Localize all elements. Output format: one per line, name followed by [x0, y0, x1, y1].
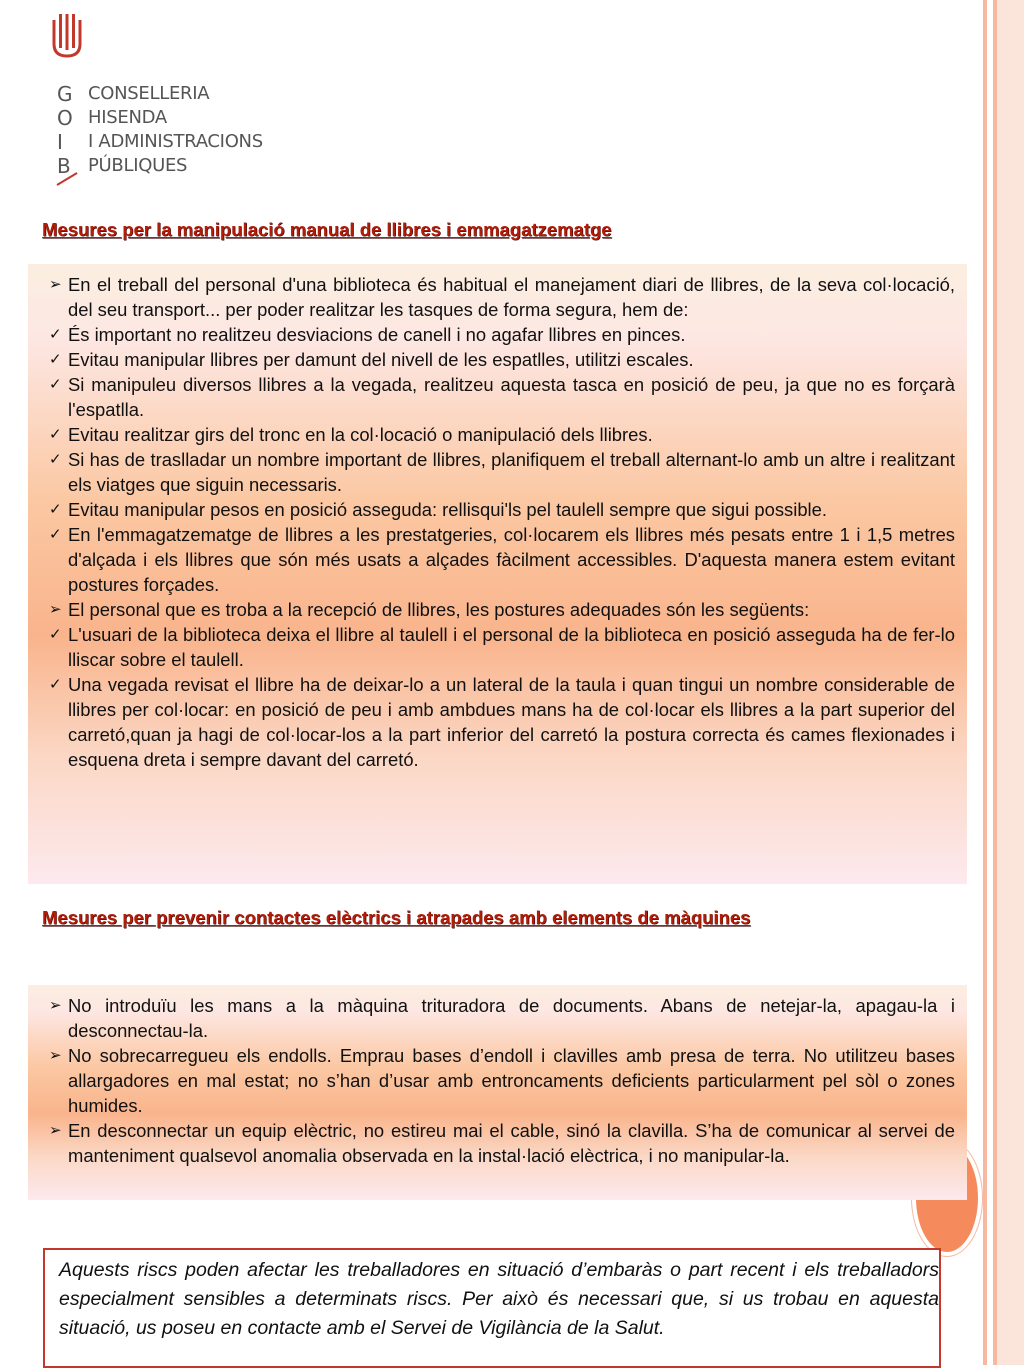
list-item-text: En l'emmagatzematge de llibres a les prestatgeries, col·locarem els llibres més pesats entre 1 i 1,5 metres d'alçada i els llibres que són més usats a alçades fàcilment accessibles. D'aquesta manera estem evitant postures forçades.: [68, 524, 955, 595]
list-item: [50, 372, 955, 422]
arrowhead-bullet-icon: ➢: [49, 601, 62, 618]
list-item-text: Evitau manipular llibres per damunt del nivell de les espatlles, utilitzi escales.: [68, 349, 694, 370]
checkmark-bullet-icon: ✓: [49, 376, 62, 393]
list-item-text: És important no realitzeu desviacions de canell i no agafar llibres en pinces.: [68, 324, 686, 345]
list-item-text: No introduïu les mans a la màquina trituradora de documents. Abans de netejar-la, apagau-la i desconnectau-la.: [68, 995, 955, 1041]
list-item-text: Evitau realitzar girs del tronc en la col·locació o manipulació dels llibres.: [68, 424, 653, 445]
logo-letter: I: [57, 130, 63, 154]
section-heading-manual-handling: Mesures per la manipulació manual de llibres i emmagatzematge: [42, 219, 612, 240]
electrical-panel: [28, 985, 967, 1200]
checkmark-bullet-icon: ✓: [49, 676, 62, 693]
department-line: I ADMINISTRACIONS: [88, 131, 263, 152]
checkmark-bullet-icon: ✓: [49, 451, 62, 468]
list-item-text: No sobrecarregueu els endolls. Emprau bases d’endoll i clavilles amb presa de terra. No utilitzeu bases allargadores en mal estat; no s’han d’usar amb entroncaments deficients particularment pel sòl o zones humides.: [68, 1045, 955, 1116]
arrowhead-bullet-icon: ➢: [49, 1122, 62, 1139]
checkmark-bullet-icon: ✓: [49, 351, 62, 368]
list-item-text: Si manipuleu diversos llibres a la vegada, realitzeu aquesta tasca en posició de peu, ja que no es forçarà l'espatlla.: [68, 374, 955, 420]
manual-handling-list: [50, 272, 955, 772]
checkmark-bullet-icon: ✓: [49, 501, 62, 518]
list-item-text: En desconnectar un equip elèctric, no estireu mai el cable, sinó la clavilla. S’ha de comunicar al servei de manteniment qualsevol anomalia observada en la instal·lació elèctrica, i no manipular-la.: [68, 1120, 955, 1166]
logo-letter: O: [57, 106, 73, 130]
list-item-text: Si has de traslladar un nombre important de llibres, planifiquem el treball alternant-lo amb un altre i realitzant els viatges que siguin necessaris.: [68, 449, 955, 495]
list-item: [50, 597, 955, 622]
list-item: [50, 622, 955, 672]
list-item: [50, 1118, 955, 1168]
arrowhead-bullet-icon: ➢: [49, 1047, 62, 1064]
right-decorative-frame: [978, 0, 1024, 1365]
list-item: [50, 993, 955, 1043]
department-name: [88, 82, 263, 178]
list-item-text: El personal que es troba a la recepció de llibres, les postures adequades són les següents:: [68, 599, 810, 620]
list-item: [50, 322, 955, 347]
department-line: PÚBLIQUES: [88, 155, 188, 176]
list-item: [50, 422, 955, 447]
manual-handling-panel: [28, 264, 967, 884]
section-heading-electrical: Mesures per prevenir contactes elèctrics i atrapades amb elements de màquines: [42, 907, 751, 928]
logo-slash-icon: [56, 172, 78, 186]
list-item: [50, 497, 955, 522]
checkmark-bullet-icon: ✓: [49, 626, 62, 643]
electrical-list: [50, 993, 955, 1168]
list-item: [50, 672, 955, 772]
coat-of-arms-icon: [52, 14, 82, 58]
arrowhead-bullet-icon: ➢: [49, 997, 62, 1014]
list-item: [50, 1043, 955, 1118]
list-item: [50, 522, 955, 597]
arrowhead-bullet-icon: ➢: [49, 276, 62, 293]
checkmark-bullet-icon: ✓: [49, 426, 62, 443]
logo-letter: B: [57, 154, 71, 178]
list-item-text: L'usuari de la biblioteca deixa el llibre al taulell i el personal de la biblioteca en posició asseguda ha de fer-lo lliscar sobre el taulell.: [68, 624, 955, 670]
note-text: Aquests riscs poden afectar les treballadores en situació d’embaràs o part recent i els treballadors especialment sensibles a determinats riscs. Per això és necessari que, si us trobau en aquesta situació, us poseu en contacte amb el Servei de Vigilància de la Salut.: [59, 1259, 939, 1339]
list-item-text: En el treball del personal d'una biblioteca és habitual el manejament diari de llibres, de la seva col·locació, del seu transport... per poder realitzar les tasques de forma segura, hem de:: [68, 274, 955, 320]
checkmark-bullet-icon: ✓: [49, 526, 62, 543]
logo-letters: [57, 82, 77, 178]
logo-letter: G: [57, 82, 73, 106]
department-line: HISENDA: [88, 107, 167, 128]
list-item: [50, 347, 955, 372]
goib-logo: [52, 14, 292, 194]
pregnancy-note: [43, 1248, 941, 1368]
list-item: [50, 272, 955, 322]
department-line: CONSELLERIA: [88, 83, 210, 104]
list-item-text: Una vegada revisat el llibre ha de deixar-lo a un lateral de la taula i quan tingui un nombre considerable de llibres per col·locar: en posició de peu i amb ambdues mans ha de col·locar els llibres a la part superior del carretó,quan ja hagi de col·locar-los a la part inferior del carretó la postura correcta és cames flexionades i esquena dreta i sempre davant del carretó.: [68, 674, 955, 770]
list-item-text: Evitau manipular pesos en posició asseguda: rellisqui'ls pel taulell sempre que sigui possible.: [68, 499, 827, 520]
list-item: [50, 447, 955, 497]
checkmark-bullet-icon: ✓: [49, 326, 62, 343]
